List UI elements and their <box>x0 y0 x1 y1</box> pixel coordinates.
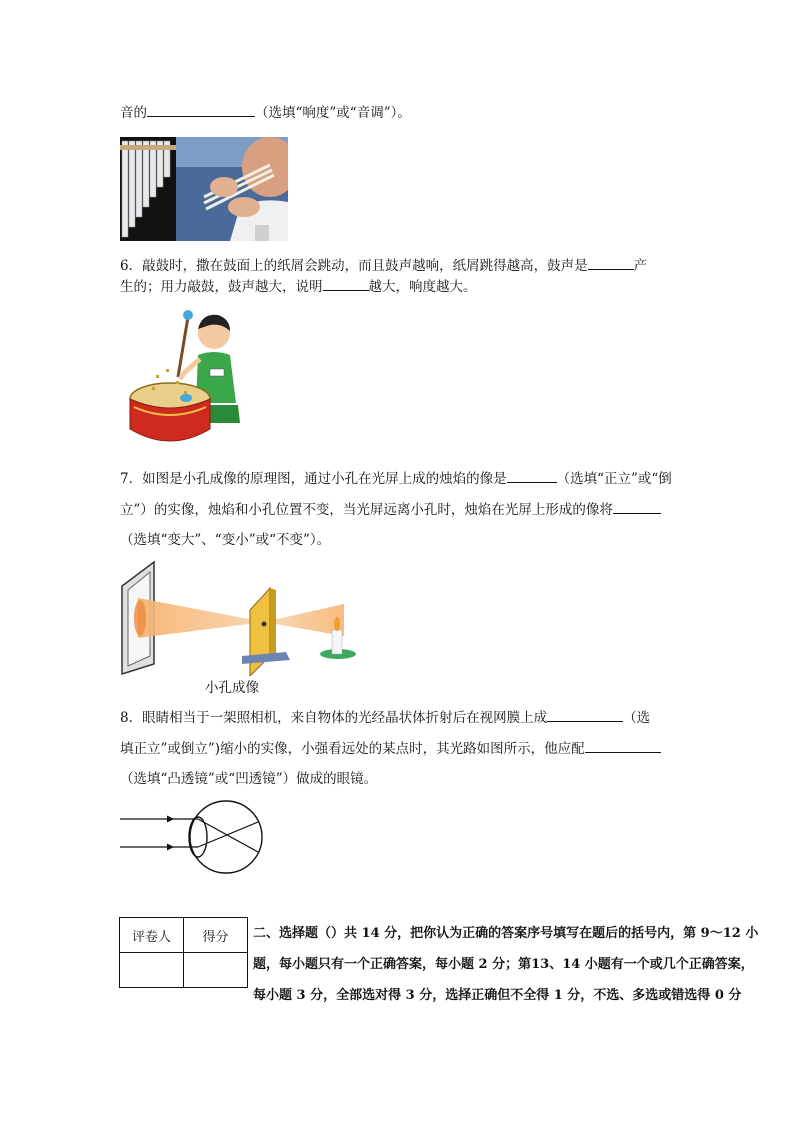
q8-blank-1[interactable] <box>547 707 623 722</box>
q7-text-2: 立”）的实像，烛焰和小孔位置不变，当光屏远离小孔时，烛焰在光屏上形成的像将 <box>120 502 613 518</box>
score-header: 得分 <box>184 918 248 953</box>
q7-blank-1[interactable] <box>507 468 557 483</box>
grader-cell[interactable] <box>120 953 184 988</box>
section2-line-3 <box>253 986 741 1006</box>
pinhole-caption: 小孔成像 <box>205 680 259 696</box>
q7-line-1 <box>120 468 672 489</box>
q6-text-2b: 越大，响度越大。 <box>368 279 477 295</box>
q5-suffix: （选填“响度”或“音调”）。 <box>255 105 411 121</box>
q6-line-2 <box>120 276 477 297</box>
pinhole-diagram <box>118 560 364 676</box>
q7-text-3: （选填“变大”、“变小”或“不变”）。 <box>120 532 331 548</box>
panpipe-photo <box>120 137 288 241</box>
q7-line-3 <box>120 530 330 550</box>
drum-boy-illustration <box>126 303 250 453</box>
section2-text-3: 每小题 3 分，全部选对得 3 分，选择正确但不全得 1 分，不选、多选或错选得 0 分 <box>253 988 742 1003</box>
q8-line-1 <box>120 707 650 728</box>
q6-text-1b: 产 <box>633 258 648 274</box>
q8-text-1a: 8．眼睛相当于一架照相机，来自物体的光经晶状体折射后在视网膜上成 <box>120 710 548 726</box>
q8-text-2: 填正立”或倒立”)缩小的实像，小强看远处的某点时，其光路如图所示，他应配 <box>120 741 585 757</box>
q8-text-1b: （选 <box>623 710 651 726</box>
q8-line-3 <box>120 769 377 789</box>
q8-text-3: （选填“凸透镜”或“凹透镜”）做成的眼镜。 <box>120 771 378 787</box>
q6-text-2a: 生的；用力敲鼓，鼓声越大，说明 <box>120 279 323 295</box>
q6-text-1a: 6．敲鼓时，撒在鼓面上的纸屑会跳动，而且鼓声越响，纸屑跳得越高，鼓声是 <box>120 258 588 274</box>
q7-text-1a: 7．如图是小孔成像的原理图，通过小孔在光屏上成的烛焰的像是 <box>120 471 507 487</box>
section2-line-1 <box>253 924 758 944</box>
q5-prefix: 音的 <box>120 105 147 121</box>
q7-line-2 <box>120 499 661 520</box>
grader-table <box>119 917 248 988</box>
section2-line-2 <box>253 955 754 975</box>
q8-blank-2[interactable] <box>585 738 661 753</box>
section2-heading: 二、选择题 <box>253 926 319 941</box>
q6-line-1 <box>120 255 647 276</box>
q8-line-2 <box>120 738 661 759</box>
q7-blank-2[interactable] <box>613 499 661 514</box>
q7-text-1b: （选填“正立”或“倒 <box>556 471 672 487</box>
score-cell[interactable] <box>184 953 248 988</box>
section2-text-1: （）共 14 分，把你认为正确的答案序号填写在题后的括号内，第 9～12 小 <box>318 926 759 941</box>
grader-header: 评卷人 <box>120 918 184 953</box>
eye-ray-diagram <box>118 800 264 876</box>
q5-line <box>120 102 411 123</box>
q5-blank[interactable] <box>147 102 255 117</box>
q6-blank-2[interactable] <box>323 276 369 291</box>
section2-text-2: 题，每小题只有一个正确答案，每小题 2 分；第13、14 小题有一个或几个正确答案， <box>253 957 754 972</box>
q6-blank-1[interactable] <box>588 255 634 270</box>
